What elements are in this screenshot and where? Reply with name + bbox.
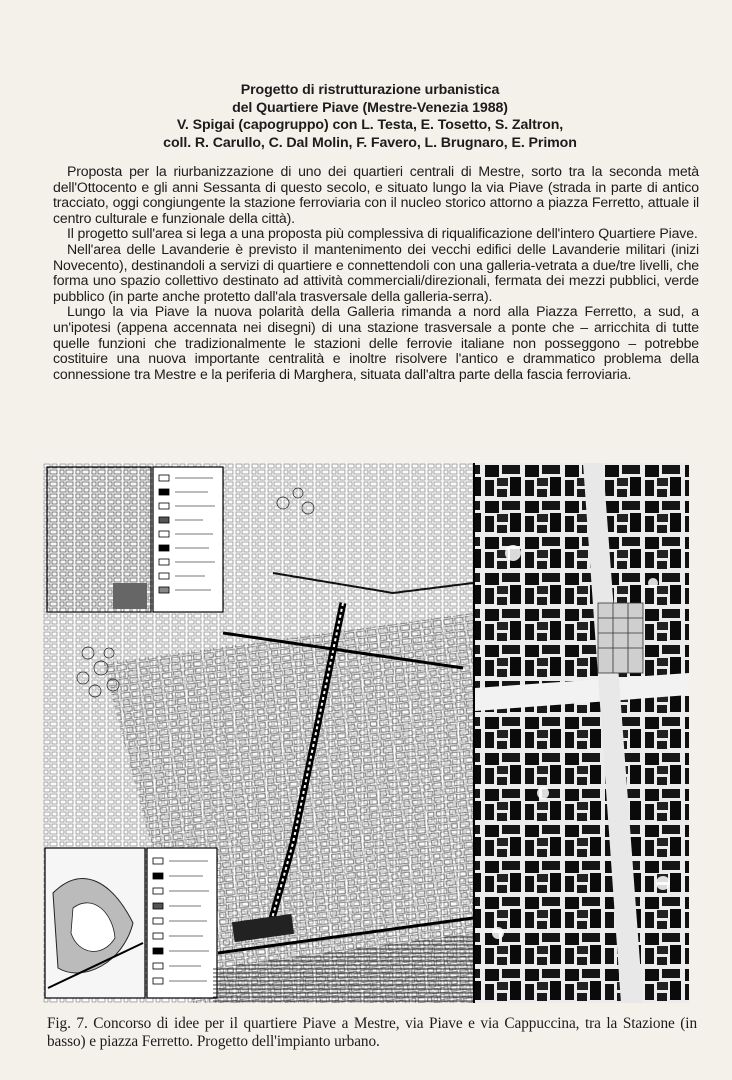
urban-plan-figure <box>43 463 689 1003</box>
gallery-glass-roof <box>598 603 643 673</box>
aerial-perspective-render <box>475 463 689 1003</box>
article-body <box>53 164 699 382</box>
article-heading <box>90 82 650 152</box>
heading-title-line-1: Progetto di ristrutturazione urbanistica <box>240 82 500 98</box>
body-paragraph-2: Il progetto sull'area si lega a una proposta più complessiva di riqualificazione dell'intero Quartiere Piave. <box>67 225 698 242</box>
body-paragraph-3: Nell'area delle Lavanderie è previsto il mantenimento dei vecchi edifici delle Lavanderie militari (inizi Novecento), destinandoli a servizi di quartiere e connettendoli con una galleria-vetrata a due/tre livelli, che forma uno spazio collettivo destinato ad attività commerciali/direzionali, fermata dei mezzi pubblici, verde pubblico (in parte anche protetto dall'ala trasversale della galleria-serra). <box>53 240 699 304</box>
inset-map-top <box>47 467 151 612</box>
inset-map-bottom <box>45 848 145 998</box>
legend-box-bottom <box>147 848 217 998</box>
body-paragraph-1: Proposta per la riurbanizzazione di uno dei quartieri centrali di Mestre, sorto tra la seconda metà dell'Ottocento e gli anni Sessanta di questo secolo, e situato lungo la via Piave (strada in parte di antico tracciato, oggi congiungente la stazione ferroviaria con il nucleo storico attorno a piazza Ferretto, attuale il centro culturale e funzionale della città). <box>53 163 699 226</box>
heading-authors-line-2: coll. R. Carullo, C. Dal Molin, F. Favero, L. Brugnaro, E. Primon <box>163 134 577 151</box>
legend-box-top <box>153 467 223 612</box>
heading-title-line-2: del Quartiere Piave (Mestre-Venezia 1988) <box>232 99 508 116</box>
heading-authors-line-1: V. Spigai (capogruppo) con L. Testa, E. Tosetto, S. Zaltron, <box>176 117 564 133</box>
figure-caption: Fig. 7. Concorso di idee per il quartiere Piave a Mestre, via Piave e via Cappuccina, tra la Stazione (in basso) e piazza Ferretto. Progetto dell'impianto urbano. <box>47 1015 697 1050</box>
body-paragraph-4: Lungo la via Piave la nuova polarità della Galleria rimanda a nord alla Piazza Ferretto, a sud, a un'ipotesi (appena accennata nei disegni) di una stazione trasversale a ponte che – arricchita di tutte quelle funzioni che tradizionalmente le stazioni delle ferrovie italiane non posseggono – potrebbe costituire una nuova importante centralità e inoltre risolvere l'antico e drammatico problema della connessione tra Mestre e la periferia di Marghera, situata dall'altra parte della fascia ferroviaria. <box>53 303 699 382</box>
urban-plan-drawing <box>43 463 689 1003</box>
